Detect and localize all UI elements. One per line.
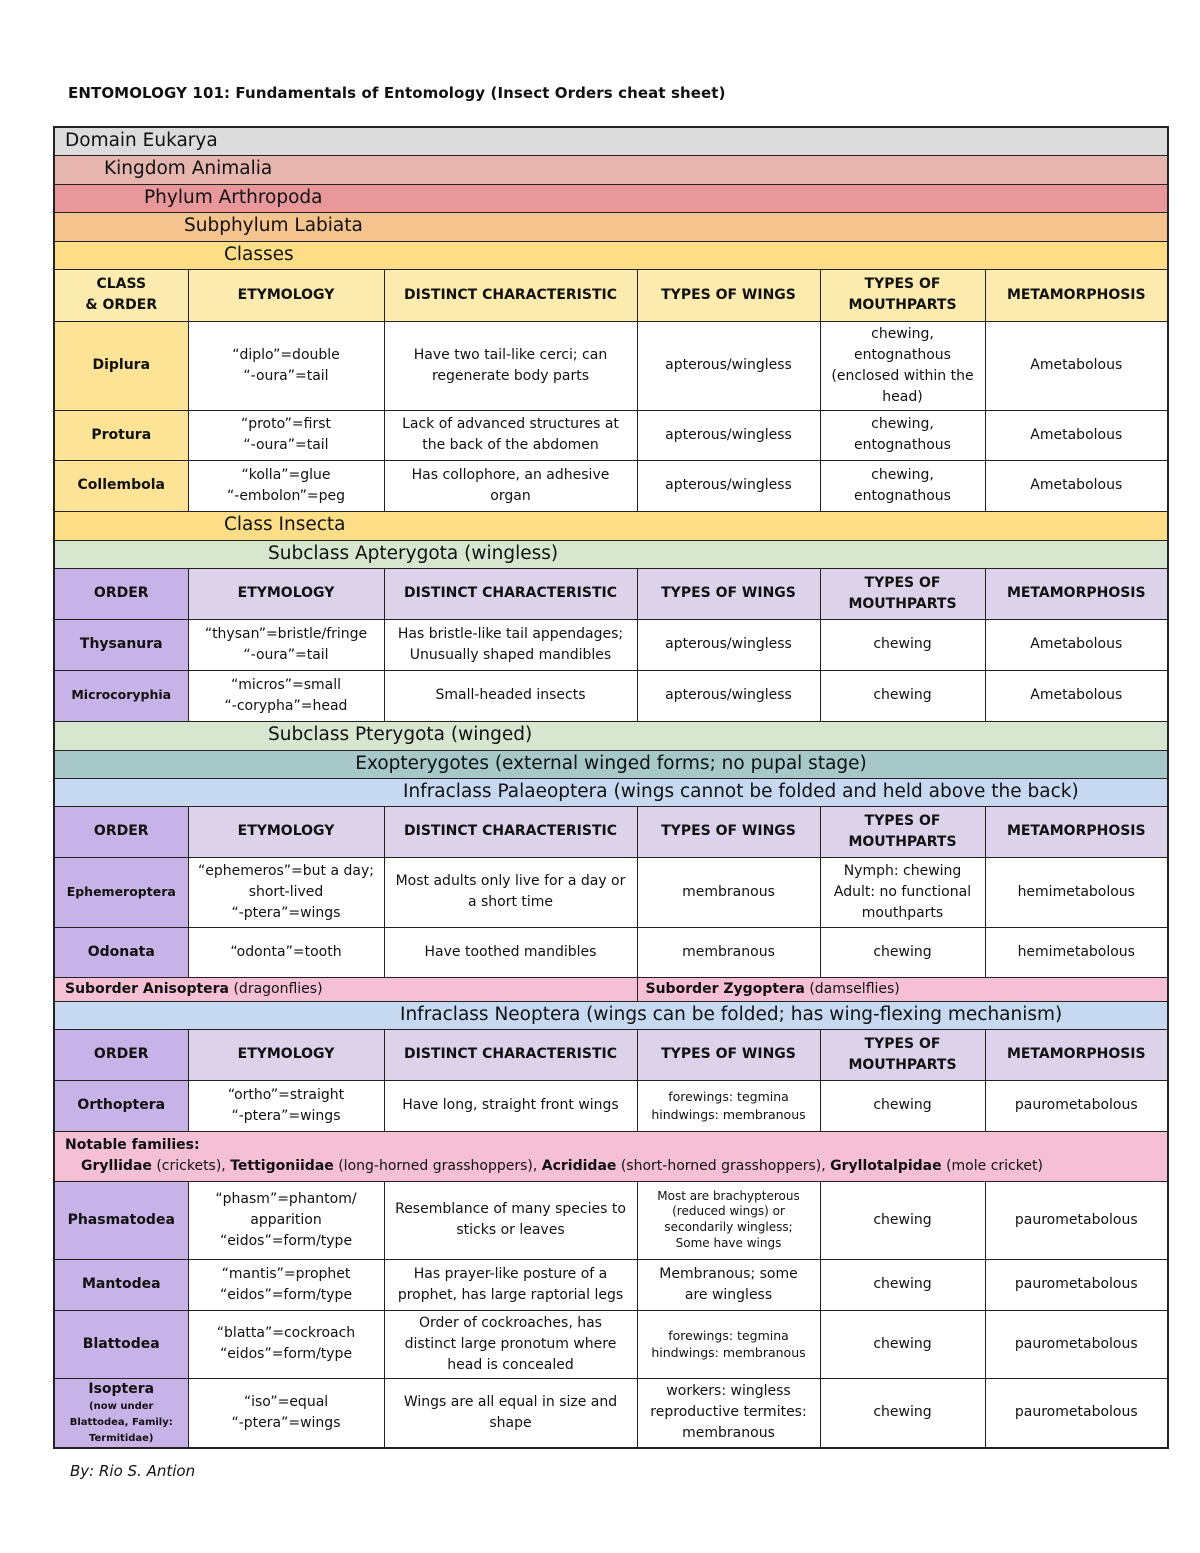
header-etymology: ETYMOLOGY (188, 1029, 384, 1080)
order-note: (now under (89, 1400, 154, 1412)
etymology-line: apparition (250, 1211, 322, 1228)
distinct-line: sticks or leaves (456, 1222, 565, 1238)
distinct-cell (384, 460, 637, 511)
order-name: Mantodea (54, 1259, 188, 1310)
etymology-line: “diplo”=double (232, 346, 340, 363)
order-name: Diplura (54, 321, 188, 410)
table-row (54, 1259, 1168, 1310)
header-row-neoptera (54, 1029, 1168, 1080)
header-mouthparts-line2: MOUTHPARTS (848, 297, 957, 313)
suborder-anisoptera (54, 977, 637, 1001)
wings-line: Most are brachypterous (657, 1188, 800, 1203)
distinct-line: Wings are all equal in size and (403, 1393, 618, 1410)
etymology-line: “mantis”=prophet (221, 1265, 351, 1282)
wings-cell (637, 1378, 820, 1448)
wings-cell: membranous (637, 927, 820, 977)
distinct-cell: Have long, straight front wings (384, 1080, 637, 1131)
mouthparts-line: entognathous (854, 487, 951, 504)
table-row (54, 927, 1168, 977)
band-classes-text: Classes (54, 241, 1168, 269)
header-row-apterygota (54, 568, 1168, 619)
header-mouthparts-line1: TYPES OF (864, 812, 941, 829)
etymology-cell (188, 857, 384, 927)
mouthparts-line: entognathous (854, 346, 951, 363)
band-domain (54, 127, 1168, 155)
etymology-line: “ephemeros”=but a day; (198, 862, 374, 879)
mouthparts-line: chewing, (871, 325, 934, 342)
band-palaeoptera-text: Infraclass Palaeoptera (wings cannot be folded and held above the back) (54, 778, 1168, 806)
wings-line: Membranous; some (659, 1265, 798, 1282)
wings-cell (637, 1181, 820, 1259)
mouthparts-cell (820, 321, 985, 410)
distinct-line: Have two tail-like cerci; can (413, 346, 608, 363)
band-subclass-pterygota (54, 721, 1168, 750)
metamorphosis-cell: paurometabolous (985, 1378, 1168, 1448)
distinct-cell: Have toothed mandibles (384, 927, 637, 977)
etymology-line: “eidos”=form/type (219, 1346, 353, 1362)
header-wings: TYPES OF WINGS (637, 1029, 820, 1080)
band-subphylum-text: Subphylum Labiata (54, 212, 1168, 241)
header-mouthparts-line1: TYPES OF (864, 1035, 941, 1052)
header-metamorphosis: METAMORPHOSIS (985, 568, 1168, 619)
wings-line: membranous (682, 1425, 775, 1442)
distinct-line: Has collophore, an adhesive (411, 466, 610, 483)
mouthparts-line: Nymph: chewing (843, 862, 962, 879)
etymology-cell (188, 1259, 384, 1310)
header-mouthparts (820, 1029, 985, 1080)
mouthparts-line: (enclosed within the (831, 367, 974, 384)
band-infraclass-palaeoptera (54, 778, 1168, 806)
order-name: Thysanura (54, 619, 188, 670)
wings-cell (637, 1310, 820, 1378)
wings-line: forewings: tegmina (668, 1327, 789, 1343)
distinct-cell (384, 1310, 637, 1378)
header-metamorphosis: METAMORPHOSIS (985, 269, 1168, 321)
mouthparts-cell: chewing (820, 670, 985, 721)
etymology-cell (188, 410, 384, 460)
table-row (54, 619, 1168, 670)
metamorphosis-cell: Ametabolous (985, 619, 1168, 670)
header-etymology: ETYMOLOGY (188, 568, 384, 619)
band-apterygota-text: Subclass Apterygota (wingless) (54, 540, 1168, 568)
distinct-cell (384, 1378, 637, 1448)
metamorphosis-cell: Ametabolous (985, 321, 1168, 410)
distinct-line: the back of the abdomen (422, 437, 599, 453)
header-metamorphosis: METAMORPHOSIS (985, 1029, 1168, 1080)
mouthparts-cell: chewing (820, 1378, 985, 1448)
band-phylum (54, 184, 1168, 212)
mouthparts-cell (820, 410, 985, 460)
etymology-line: “proto”=first (240, 416, 332, 432)
distinct-line: distinct large pronotum where (404, 1335, 617, 1352)
distinct-line: Lack of advanced structures at (402, 416, 619, 432)
etymology-cell (188, 460, 384, 511)
band-exopterygotes-text: Exopterygotes (external winged forms; no pupal stage) (54, 750, 1168, 778)
header-mouthparts-line1: TYPES OF (864, 574, 941, 591)
family-common: (mole cricket) (941, 1158, 1043, 1174)
distinct-line: head is concealed (447, 1356, 574, 1373)
table-row (54, 410, 1168, 460)
table-row (54, 1378, 1168, 1448)
header-metamorphosis: METAMORPHOSIS (985, 806, 1168, 857)
header-mouthparts-line2: MOUTHPARTS (848, 833, 957, 850)
distinct-line: Has bristle-like tail appendages; (397, 625, 624, 642)
order-name: Protura (54, 410, 188, 460)
order-name-cell (54, 1378, 188, 1448)
distinct-cell: Small-headed insects (384, 670, 637, 721)
mouthparts-cell: chewing (820, 1310, 985, 1378)
mouthparts-cell: chewing (820, 619, 985, 670)
distinct-line: a short time (467, 894, 554, 910)
distinct-line: Order of cockroaches, has (419, 1314, 602, 1331)
header-row-palaeoptera (54, 806, 1168, 857)
band-pterygota-text: Subclass Pterygota (winged) (54, 721, 1168, 750)
band-class-insecta-text: Class Insecta (54, 511, 1168, 540)
mouthparts-cell (820, 460, 985, 511)
order-name: Odonata (54, 927, 188, 977)
band-exopterygotes (54, 750, 1168, 778)
wings-line: Some have wings (675, 1235, 782, 1250)
mouthparts-cell: chewing (820, 1181, 985, 1259)
wings-line: (reduced wings) or (672, 1204, 785, 1219)
header-wings: TYPES OF WINGS (637, 806, 820, 857)
etymology-line: short-lived (248, 883, 324, 900)
band-subclass-apterygota (54, 540, 1168, 568)
notable-families-row (54, 1131, 1168, 1181)
order-name: Collembola (54, 460, 188, 511)
order-name: Phasmatodea (54, 1181, 188, 1259)
wings-cell: apterous/wingless (637, 619, 820, 670)
mouthparts-line: Adult: no functional (833, 883, 972, 900)
mouthparts-cell (820, 857, 985, 927)
distinct-cell (384, 857, 637, 927)
header-distinct: DISTINCT CHARACTERISTIC (384, 269, 637, 321)
etymology-line: “-corypha”=head (224, 697, 348, 714)
metamorphosis-cell: Ametabolous (985, 460, 1168, 511)
band-kingdom-text: Kingdom Animalia (54, 155, 1168, 184)
order-name: Ephemeroptera (54, 857, 188, 927)
table-row (54, 1080, 1168, 1131)
header-class-line2: & ORDER (85, 297, 158, 313)
metamorphosis-cell: Ametabolous (985, 670, 1168, 721)
metamorphosis-cell: hemimetabolous (985, 857, 1168, 927)
etymology-line: “thysan”=bristle/fringe (204, 625, 368, 642)
header-mouthparts-line2: MOUTHPARTS (848, 595, 957, 612)
header-class-order (54, 269, 188, 321)
wings-line: hindwings: membranous (651, 1106, 806, 1122)
metamorphosis-cell: paurometabolous (985, 1259, 1168, 1310)
table-row (54, 1181, 1168, 1259)
mouthparts-line: entognathous (854, 437, 951, 453)
notable-families (54, 1131, 1168, 1181)
distinct-line: Has prayer-like posture of a (413, 1265, 608, 1282)
order-note: Termitidae) (88, 1432, 154, 1444)
insect-orders-table (53, 126, 1169, 1449)
band-class-insecta (54, 511, 1168, 540)
band-classes (54, 241, 1168, 269)
header-mouthparts-line1: TYPES OF (864, 276, 941, 292)
distinct-cell (384, 1181, 637, 1259)
mouthparts-line: head) (882, 388, 923, 405)
band-kingdom (54, 155, 1168, 184)
metamorphosis-cell: hemimetabolous (985, 927, 1168, 977)
order-name: Isoptera (88, 1380, 155, 1397)
wings-line: reproductive termites: (650, 1404, 807, 1421)
header-wings: TYPES OF WINGS (637, 568, 820, 619)
header-mouthparts (820, 568, 985, 619)
etymology-line: “-ptera”=wings (231, 1107, 341, 1124)
etymology-line: “ortho”=straight (227, 1086, 345, 1103)
suborder-row (54, 977, 1168, 1001)
wings-line: forewings: tegmina (668, 1089, 789, 1104)
etymology-cell (188, 321, 384, 410)
order-note: Blattodea, Family: (69, 1416, 173, 1428)
band-subphylum (54, 212, 1168, 241)
table-row (54, 670, 1168, 721)
etymology-line: “blatta”=cockroach (216, 1325, 356, 1341)
band-infraclass-neoptera (54, 1001, 1168, 1029)
etymology-line: “-oura”=tail (243, 367, 329, 384)
distinct-line: Resemblance of many species to (395, 1201, 626, 1217)
distinct-cell (384, 321, 637, 410)
header-distinct: DISTINCT CHARACTERISTIC (384, 806, 637, 857)
header-distinct: DISTINCT CHARACTERISTIC (384, 568, 637, 619)
family-common: (long-horned grasshoppers), (333, 1158, 542, 1174)
suborder-zygoptera (637, 977, 1168, 1001)
family-name: Acrididae (541, 1158, 617, 1174)
distinct-line: regenerate body parts (431, 367, 589, 384)
distinct-cell (384, 619, 637, 670)
metamorphosis-cell: paurometabolous (985, 1310, 1168, 1378)
metamorphosis-cell: Ametabolous (985, 410, 1168, 460)
wings-cell: apterous/wingless (637, 410, 820, 460)
header-mouthparts (820, 806, 985, 857)
order-name: Orthoptera (54, 1080, 188, 1131)
notable-families-label: Notable families: (65, 1137, 200, 1153)
distinct-line: shape (489, 1414, 532, 1431)
suborder-anisoptera-common: (dragonflies) (229, 980, 323, 997)
family-name: Tettigoniidae (230, 1158, 334, 1174)
mouthparts-line: chewing, (871, 466, 934, 483)
mouthparts-line: mouthparts (861, 904, 944, 921)
wings-cell: membranous (637, 857, 820, 927)
wings-cell (637, 1259, 820, 1310)
distinct-line: organ (490, 487, 531, 504)
family-common: (crickets), (151, 1158, 231, 1174)
mouthparts-line: chewing, (871, 416, 934, 432)
etymology-cell (188, 1310, 384, 1378)
header-order: ORDER (54, 568, 188, 619)
family-common: (short-horned grasshoppers), (616, 1158, 831, 1174)
header-order: ORDER (54, 1029, 188, 1080)
table-row (54, 321, 1168, 410)
wings-cell: apterous/wingless (637, 460, 820, 511)
metamorphosis-cell: paurometabolous (985, 1181, 1168, 1259)
etymology-line: “-ptera”=wings (231, 904, 341, 921)
etymology-cell (188, 619, 384, 670)
table-row (54, 857, 1168, 927)
mouthparts-cell: chewing (820, 927, 985, 977)
etymology-line: “-ptera”=wings (231, 1414, 341, 1431)
etymology-line: “kolla”=glue (241, 466, 331, 483)
header-row-classes (54, 269, 1168, 321)
wings-cell: apterous/wingless (637, 670, 820, 721)
wings-line: secondarily wingless; (664, 1220, 793, 1234)
family-name: Gryllotalpidae (830, 1158, 942, 1174)
suborder-zygoptera-name: Suborder Zygoptera (645, 980, 805, 997)
family-name: Gryllidae (81, 1158, 152, 1174)
order-name: Blattodea (54, 1310, 188, 1378)
table-row (54, 460, 1168, 511)
metamorphosis-cell: paurometabolous (985, 1080, 1168, 1131)
wings-line: workers: wingless (666, 1383, 791, 1400)
header-order: ORDER (54, 806, 188, 857)
distinct-line: Unusually shaped mandibles (409, 646, 612, 663)
etymology-cell: “odonta”=tooth (188, 927, 384, 977)
etymology-line: “-oura”=tail (243, 646, 329, 663)
distinct-line: prophet, has large raptorial legs (397, 1286, 624, 1303)
etymology-line: “-oura”=tail (243, 437, 329, 453)
etymology-cell (188, 1378, 384, 1448)
etymology-line: “micros”=small (230, 676, 342, 693)
wings-line: hindwings: membranous (651, 1345, 806, 1360)
band-neoptera-text: Infraclass Neoptera (wings can be folded; has wing-flexing mechanism) (54, 1001, 1168, 1029)
wings-line: are wingless (684, 1286, 773, 1303)
distinct-cell (384, 410, 637, 460)
etymology-cell (188, 1080, 384, 1131)
header-distinct: DISTINCT CHARACTERISTIC (384, 1029, 637, 1080)
header-wings: TYPES OF WINGS (637, 269, 820, 321)
header-etymology: ETYMOLOGY (188, 269, 384, 321)
order-name: Microcoryphia (54, 670, 188, 721)
etymology-cell (188, 670, 384, 721)
wings-cell: apterous/wingless (637, 321, 820, 410)
suborder-anisoptera-name: Suborder Anisoptera (65, 980, 230, 997)
header-mouthparts-line2: MOUTHPARTS (848, 1056, 957, 1073)
etymology-cell (188, 1181, 384, 1259)
band-phylum-text: Phylum Arthropoda (54, 184, 1168, 212)
etymology-line: “-embolon”=peg (227, 487, 345, 504)
distinct-line: Most adults only live for a day or (395, 873, 626, 889)
suborder-zygoptera-common: (damselflies) (804, 980, 900, 997)
etymology-line: “eidos”=form/type (219, 1232, 353, 1249)
mouthparts-cell: chewing (820, 1080, 985, 1131)
mouthparts-cell: chewing (820, 1259, 985, 1310)
etymology-line: “eidos”=form/type (219, 1286, 353, 1303)
header-mouthparts (820, 269, 985, 321)
wings-cell (637, 1080, 820, 1131)
etymology-line: “iso”=equal (243, 1393, 329, 1410)
header-etymology: ETYMOLOGY (188, 806, 384, 857)
band-domain-text: Domain Eukarya (54, 127, 1168, 155)
table-row (54, 1310, 1168, 1378)
distinct-cell (384, 1259, 637, 1310)
document-title: ENTOMOLOGY 101: Fundamentals of Entomology (Insect Orders cheat sheet) (68, 84, 726, 102)
author-credit: By: Rio S. Antion (70, 1462, 196, 1480)
header-class-line1: CLASS (96, 276, 147, 292)
etymology-line: “phasm”=phantom/ (215, 1190, 357, 1207)
